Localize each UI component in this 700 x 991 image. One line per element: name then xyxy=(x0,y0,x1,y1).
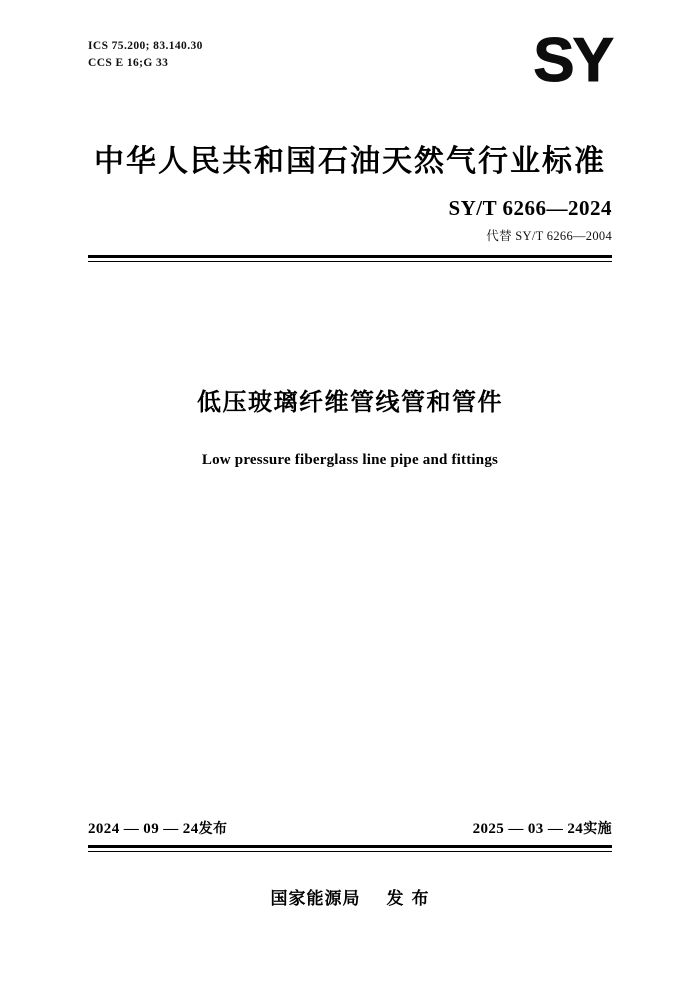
replaced-standard: 代替 SY/T 6266—2004 xyxy=(486,229,612,243)
classification-codes xyxy=(88,38,203,72)
document-title-chinese: 低压玻璃纤维管线管和管件 xyxy=(197,388,503,416)
effective-date-group xyxy=(473,818,612,838)
sy-logo: SY xyxy=(533,26,612,95)
standard-number: SY/T 6266—2024 xyxy=(448,196,612,220)
footer-rule-thick xyxy=(88,845,612,848)
header-rule-thin xyxy=(88,261,612,262)
ccs-code: CCS E 16;G 33 xyxy=(88,57,169,69)
effective-label: 实施 xyxy=(583,821,612,837)
standard-number-block xyxy=(448,196,612,244)
national-standard-title: 中华人民共和国石油天然气行业标准 xyxy=(94,144,606,179)
issue-date: 2024 — 09 — 24 xyxy=(88,821,199,837)
issue-date-group xyxy=(88,818,227,838)
header-rule-thick xyxy=(88,255,612,258)
document-title-english: Low pressure fiberglass line pipe and fittings xyxy=(201,452,499,468)
issuer-action: 发 布 xyxy=(386,889,430,909)
footer-rule-thin xyxy=(88,851,612,852)
dates-row xyxy=(88,818,612,838)
ics-code: ICS 75.200; 83.140.30 xyxy=(88,40,203,52)
issuer-line xyxy=(0,884,700,909)
issue-label: 发布 xyxy=(198,821,228,837)
issuer-name: 国家能源局 xyxy=(270,889,361,909)
effective-date: 2025 — 03 — 24 xyxy=(472,821,584,837)
